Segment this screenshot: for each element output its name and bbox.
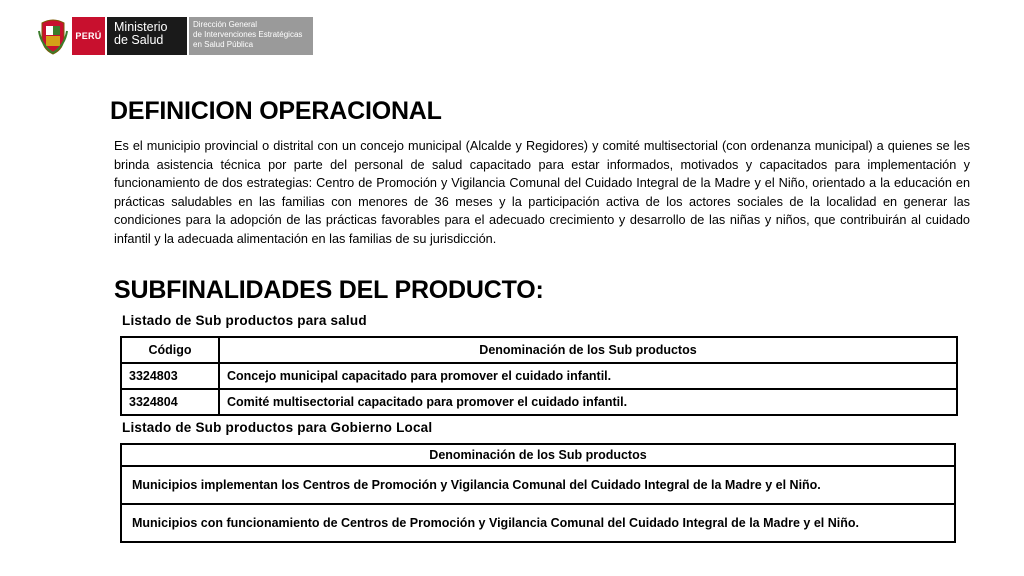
name-cell: Comité multisectorial capacitado para promover el cuidado infantil.: [219, 389, 957, 415]
direccion-line2: de Intervenciones Estratégicas: [193, 30, 303, 39]
column-header-code: Código: [121, 337, 219, 363]
column-header-name: Denominación de los Sub productos: [219, 337, 957, 363]
salud-subproducts-table: [120, 336, 958, 416]
definition-paragraph: Es el municipio provincial o distrital con un concejo municipal (Alcalde y Regidores) y comité multisectorial (con ordenanza municipal) a quienes se les brinda asistencia técnica por parte del personal de salud capacitado para estar informados, motivados y capacitados para implementación y funcionamiento de dos estrategias: Centro de Promoción y Vigilancia Comunal del Cuidado Integral de la Madre y el Niño, orientado a la educación en prácticas saludables en las familias con menores de 36 meses y la participación activa de los actores sociales de la localidad en generar las condiciones para la adopción de las prácticas favorables para el adecuado crecimiento y desarrollo de las niñas y niños, que contribuirán al cuidado infantil y la adecuada alimentación en las familias de su jurisdicción.: [114, 139, 970, 246]
table-row: [121, 504, 955, 542]
direccion-line1: Dirección General: [193, 20, 258, 29]
gobierno-list-heading: Listado de Sub productos para Gobierno Local: [122, 420, 433, 435]
header-logo: [38, 17, 313, 55]
direccion-label: [189, 17, 313, 55]
section-subtitle: SUBFINALIDADES DEL PRODUCTO:: [114, 276, 544, 304]
name-cell: Municipios implementan los Centros de Promoción y Vigilancia Comunal del Cuidado Integral de la Madre y el Niño.: [121, 466, 955, 504]
coat-of-arms-icon: [38, 17, 68, 55]
code-cell: 3324804: [121, 389, 219, 415]
name-cell: Concejo municipal capacitado para promover el cuidado infantil.: [219, 363, 957, 389]
gobierno-subproducts-table: [120, 443, 956, 543]
page-title: DEFINICION OPERACIONAL: [110, 97, 442, 125]
table-header-row: [121, 337, 957, 363]
table-row: [121, 389, 957, 415]
table-row: [121, 466, 955, 504]
peru-label: PERÚ: [72, 17, 105, 55]
ministerio-line1: Ministerio: [114, 20, 168, 34]
column-header-name: Denominación de los Sub productos: [121, 444, 955, 466]
ministerio-line2: de Salud: [114, 33, 164, 47]
table-row: [121, 363, 957, 389]
code-cell: 3324803: [121, 363, 219, 389]
direccion-line3: en Salud Pública: [193, 40, 254, 49]
ministerio-label: [107, 17, 187, 55]
name-cell: Municipios con funcionamiento de Centros de Promoción y Vigilancia Comunal del Cuidado Integral de la Madre y el Niño.: [121, 504, 955, 542]
table-header-row: [121, 444, 955, 466]
salud-list-heading: Listado de Sub productos para salud: [122, 313, 367, 328]
